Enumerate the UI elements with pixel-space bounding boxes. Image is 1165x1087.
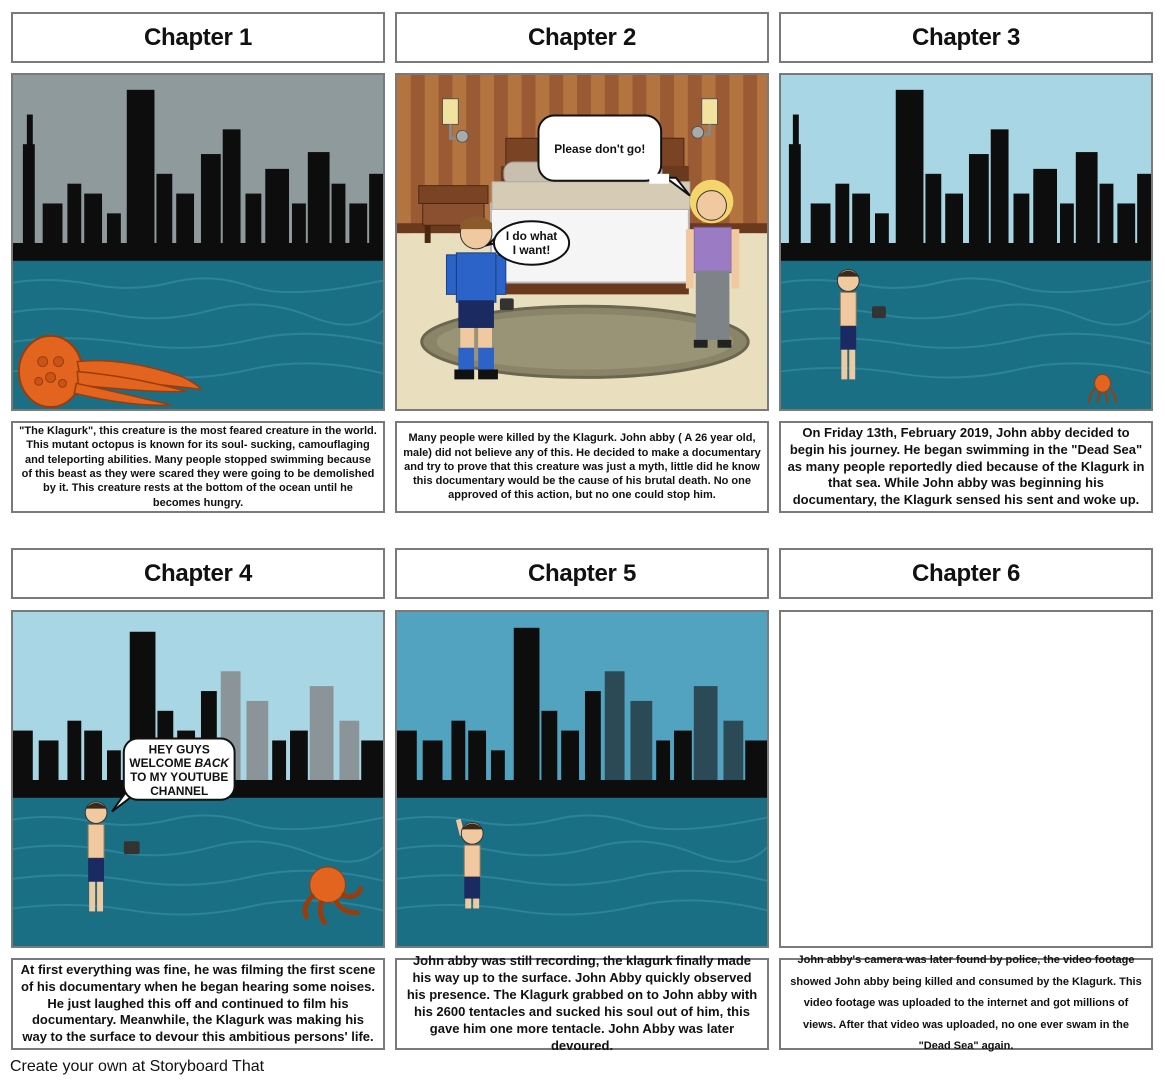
chapter-5-scene xyxy=(395,610,769,948)
chapter-2-caption: Many people were killed by the Klagurk. John abby ( A 26 year old, male) did not believe any of this. He decided to make a documentary and try to prove that this creature was just a myth, little did he know this documentary would be the cause of his brutal death. No one approved of this action, but no one could stop him. xyxy=(395,421,769,513)
chapter-3-scene xyxy=(779,73,1153,411)
chapter-6-scene xyxy=(779,610,1153,948)
bubble-line2 xyxy=(129,756,230,770)
bubble-boy-line1: I do what xyxy=(505,229,558,244)
bubble-line2a: WELCOME xyxy=(129,756,195,771)
chapter-3-title: Chapter 3 xyxy=(779,12,1153,63)
bubble-line1: HEY GUYS xyxy=(148,742,210,757)
bubble-boy-line2: I want! xyxy=(512,242,551,257)
chapter-5-title: Chapter 5 xyxy=(395,548,769,599)
chapter-4-title: Chapter 4 xyxy=(11,548,385,599)
chapter-5-caption: John abby was still recording, the klagurk finally made his way up to the surface. John Abby quickly observed his presence. The Klagurk grabbed on to John abby with his 2600 tentacles and sucked his soul out of him, this gave him one more tentacle. John Abby was later devoured. xyxy=(395,958,769,1050)
chapter-1-title: Chapter 1 xyxy=(11,12,385,63)
chapter-4-caption: At first everything was fine, he was filming the first scene of his documentary when he began hearing some noises. He just laughed this off and continued to film his documentary. Meanwhile, the Klagurk was making his way to the surface to devour this ambitious persons' life. xyxy=(11,958,385,1050)
chapter-1-scene xyxy=(11,73,385,411)
bubble-line2b: BACK xyxy=(194,756,229,771)
bubble-line3: TO MY YOUTUBE xyxy=(130,769,229,784)
chapter-6-caption: John abby's camera was later found by police, the video footage showed John abby being killed and consumed by the Klagurk. This video footage was uploaded to the internet and got millions of views. After that video was uploaded, no one ever swam in the "Dead Sea" again. xyxy=(779,958,1153,1050)
chapter-4-scene xyxy=(11,610,385,948)
chapter-1-caption: "The Klagurk", this creature is the most feared creature in the world. This mutant octopus is known for its soul- sucking, camouflaging and teleporting abilities. Many people stopped swimming because of this beast as they were scared they were going to be demolished by it. This creature rests at the bottom of the ocean until he becomes hungry. xyxy=(11,421,385,513)
chapter-3-caption: On Friday 13th, February 2019, John abby decided to begin his journey. He began swimming in the "Dead Sea" as many people reportedly died because of the Klagurk in that sea. While John abby was beginning his documentary, the Klagurk sensed his sent and woke up. xyxy=(779,421,1153,513)
chapter-2-title: Chapter 2 xyxy=(395,12,769,63)
chapter-6-title: Chapter 6 xyxy=(779,548,1153,599)
storyboard-footer-link[interactable]: Create your own at Storyboard That xyxy=(10,1058,265,1075)
bubble-woman-text: Please don't go! xyxy=(554,142,646,157)
chapter-2-scene xyxy=(395,73,769,411)
bubble-line4: CHANNEL xyxy=(150,783,209,798)
